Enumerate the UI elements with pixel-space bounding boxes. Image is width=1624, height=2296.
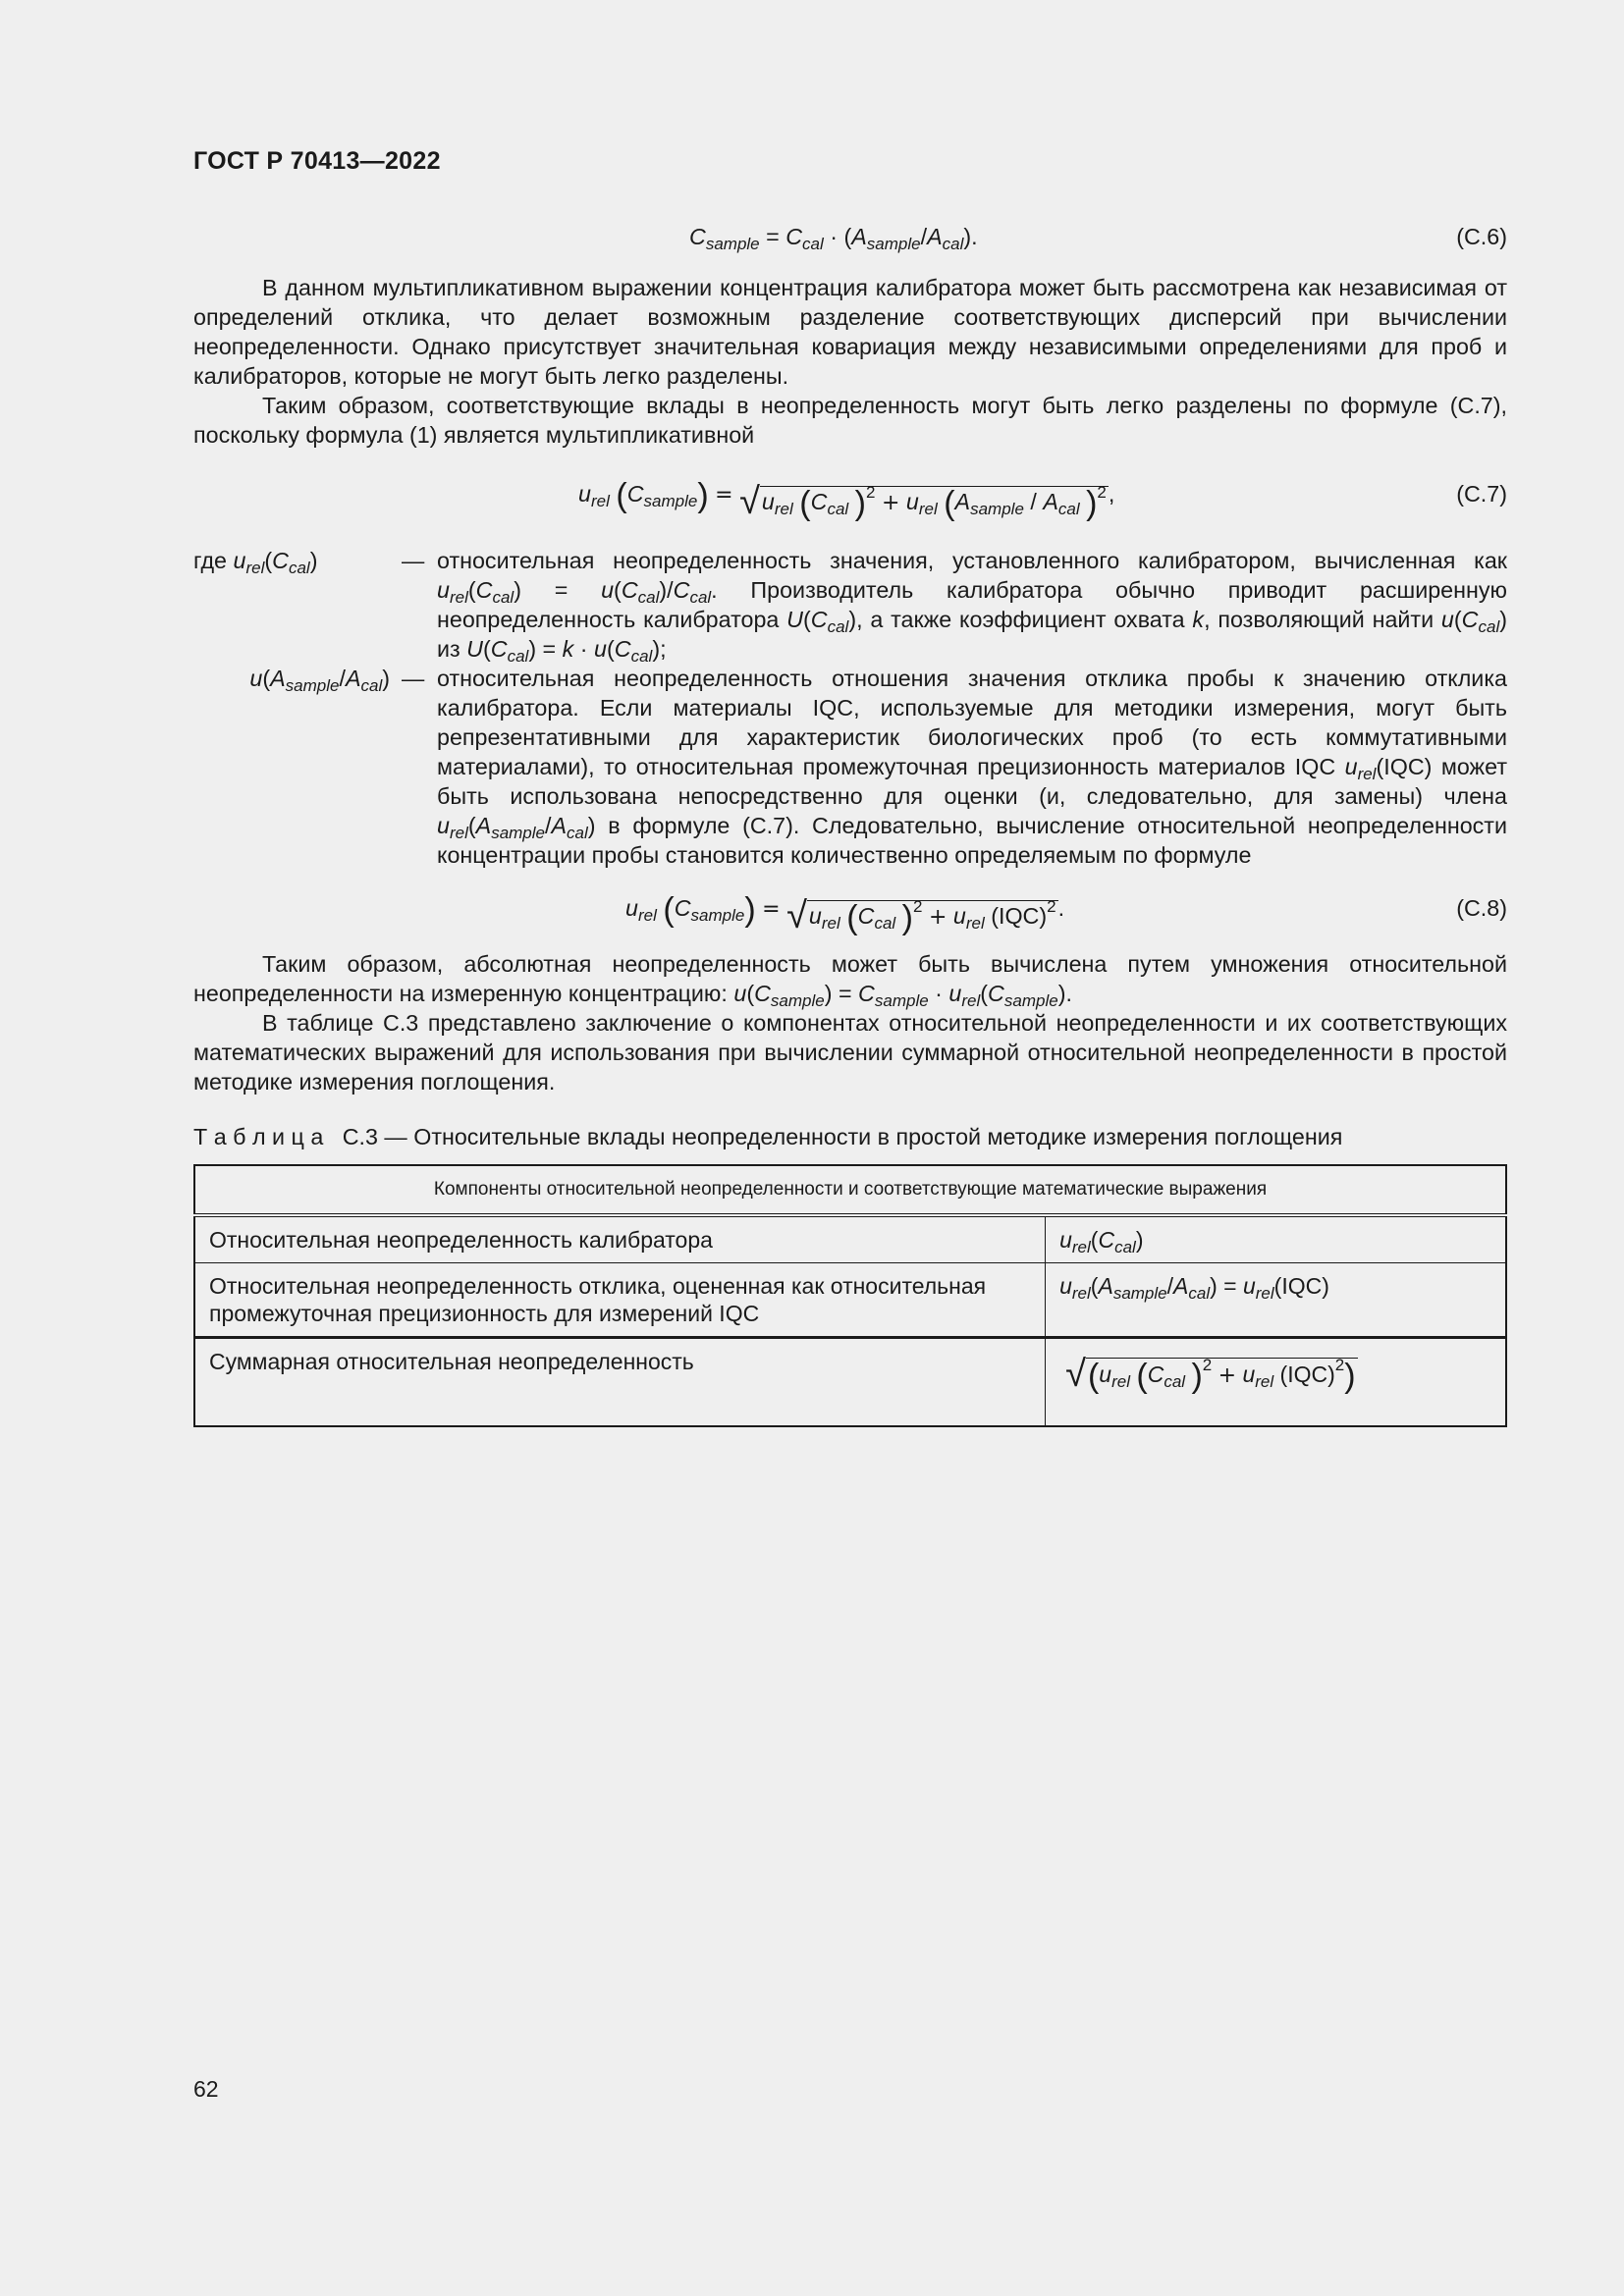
- equation-c7-number: (С.7): [1456, 481, 1507, 507]
- table-cell-expression: $√(u_{rel}$ ($C_{cal}$ )$^2 + u_{rel}$ (IQC)$^2$): [1046, 1338, 1506, 1427]
- equation-c6-number: (С.6): [1456, 224, 1507, 249]
- table-cell-component: Относительная неопределенность отклика, оцененная как относительная промежуточная прецизионность для измерений IQC: [194, 1263, 1046, 1338]
- definition-term-2: $u(A_{sample}/A_{cal})$: [249, 666, 390, 695]
- definition-term-1: где $u_{rel}(C_{cal})$: [193, 548, 318, 577]
- definition-body-2: относительная неопределенность отношения значения отклика пробы к значению отклика калибратора. Если материалы IQC, используемые для методики измерения, могут быть репрезентативными для характеристик биологических проб (то есть коммутативными материалами), то относительная промежуточная прецизионность материалов IQC $u_{rel}(IQC)$ может быть использована непосредственно для оценки (и, следовательно, для замены) члена $u_{rel}(A_{sample}/A_{cal})$ в формуле (С.7). Следовательно, вычисление относительной неопределенности концентрации пробы становится количественно определяемым по формуле: [437, 666, 1507, 868]
- table-c3: [193, 1164, 1507, 1427]
- table-cell-expression: $u_{rel}(A_{sample}/A_{cal}) = u_{rel}(IQC)$: [1046, 1263, 1506, 1338]
- paragraph-3: Таким образом, абсолютная неопределенность может быть вычислена путем умножения относительной неопределенности на измеренную концентрацию: $u(C_{sample}) = C_{sample} \cdot u_{rel}(C_{sample})$.: [193, 951, 1507, 1010]
- definition-urel-ccal: где $u_{rel}(C_{cal})$ — относительная неопределенность значения, установленного калибратором, вычисленная как $u_{rel}(C_{cal}) = u(C_{cal})/C_{cal}$. Производитель калибратора обычно приводит расширенную неопределенность калибратора $U(C_{cal})$, а также коэффициент охвата k, позволяющий найти $u(C_{cal})$ из $U(C_{cal}) = k \cdot u(C_{cal})$;: [193, 548, 1507, 666]
- table-row: [194, 1263, 1506, 1338]
- equation-c8: [193, 891, 1507, 942]
- equation-c6: [193, 224, 1507, 271]
- definition-u-asample-acal: $u(A_{sample}/A_{cal})$ — относительная неопределенность отношения значения отклика пробы к значению отклика калибратора. Если материалы IQC, используемые для методики измерения, могут быть репрезентативными для характеристик биологических проб (то есть коммутативными материалами), то относительная промежуточная прецизионность материалов IQC $u_{rel}(IQC)$ может быть использована непосредственно для оценки (и, следовательно, для замены) члена $u_{rel}(A_{sample}/A_{cal})$ в формуле (С.7). Следовательно, вычисление относительной неопределенности концентрации пробы становится количественно определяемым по формуле: [193, 664, 1507, 870]
- table-cell-expression: $u_{rel}(C_{cal})$: [1046, 1215, 1506, 1263]
- equation-c8-formula: $u_{rel}$ $(C_{sample}) = √u_{rel}$ ($C_{cal}$ )$^2 + u_{rel}$ (IQC)$^2$.: [625, 891, 1065, 936]
- table-cell-component: Суммарная относительная неопределенность: [194, 1338, 1046, 1427]
- paragraph-1: В данном мультипликативном выражении концентрация калибратора может быть рассмотрена как независимая от определений отклика, что делает возможным разделение соответствующих дисперсий при вычислении неопределенности. Однако присутствует значительная ковариация между независимыми определениями для проб и калибраторов, которые не могут быть легко разделены.: [193, 275, 1507, 389]
- definitions-list: [193, 546, 1507, 870]
- table-row: [194, 1215, 1506, 1263]
- definition-body-1: относительная неопределенность значения, установленного калибратором, вычисленная как $u_{rel}(C_{cal}) = u(C_{cal})/C_{cal}$. Производитель калибратора обычно приводит расширенную неопределенность калибратора $U(C_{cal})$, а также коэффициент охвата k, позволяющий найти $u(C_{cal})$ из $U(C_{cal}) = k \cdot u(C_{cal})$;: [437, 548, 1507, 666]
- document-header: ГОСТ Р 70413—2022: [193, 147, 441, 175]
- paragraph-2: Таким образом, соответствующие вклады в неопределенность могут быть легко разделены по формуле (С.7), поскольку формула (1) является мультипликативной: [193, 393, 1507, 448]
- table-caption: Т а б л и ц а С.3 — Относительные вклады неопределенности в простой методике измерения поглощения: [193, 1124, 1343, 1149]
- equation-c7: [193, 477, 1507, 528]
- table-row: [194, 1338, 1506, 1427]
- table-cell-component: Относительная неопределенность калибратора: [194, 1215, 1046, 1263]
- equation-c8-number: (С.8): [1456, 895, 1507, 921]
- table-header: Компоненты относительной неопределенности и соответствующие математические выражения: [194, 1165, 1506, 1215]
- paragraph-4: В таблице С.3 представлено заключение о компонентах относительной неопределенности и их соответствующих математических выражений для использования при вычислении суммарной относительной неопределенности в простой методике измерения поглощения.: [193, 1010, 1507, 1095]
- page-number: 62: [193, 2076, 219, 2102]
- equation-c6-formula: $C_{sample} = C_{cal} \cdot (A_{sample}/A_{cal})$.: [689, 224, 978, 253]
- equation-c7-formula: $u_{rel}$ $(C_{sample}) = √u_{rel}$ ($C_{cal}$ )$^2 + u_{rel}$ ($A_{sample} / A_{cal}$ )$^2$,: [578, 477, 1115, 522]
